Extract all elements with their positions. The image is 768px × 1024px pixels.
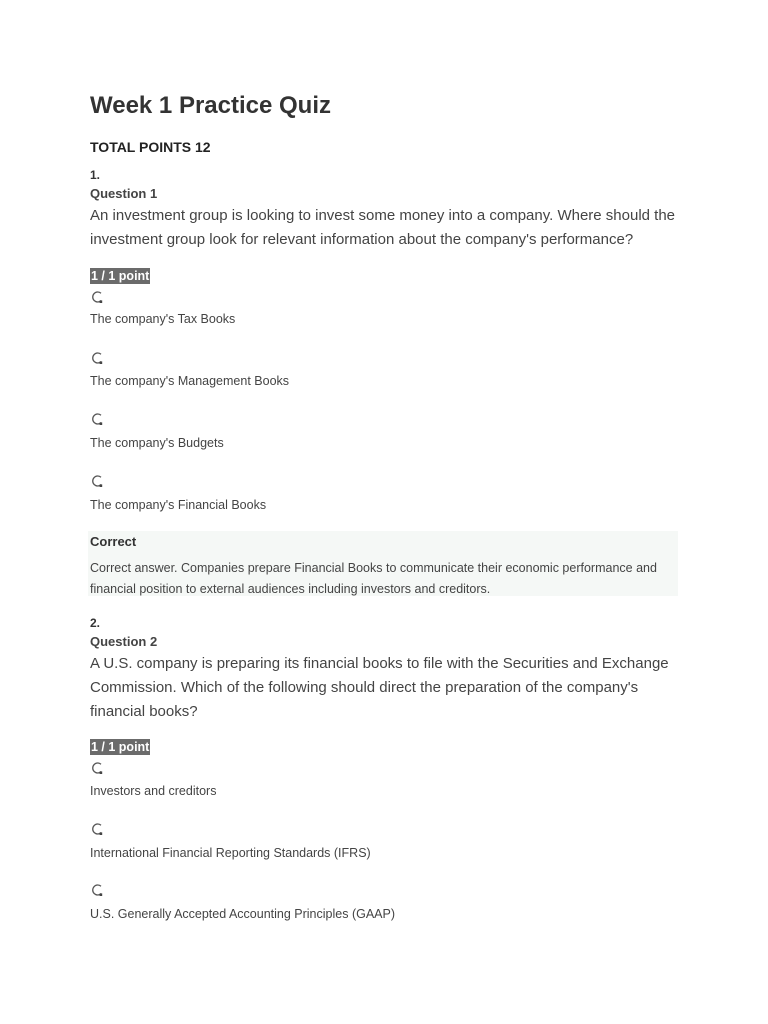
- radio-button-icon[interactable]: [90, 822, 104, 836]
- radio-button-icon[interactable]: [90, 883, 104, 897]
- radio-button-icon[interactable]: [90, 474, 104, 488]
- feedback-text: Correct answer. Companies prepare Financial Books to communicate their economic performance and financial position to external audiences including investors and creditors.: [90, 561, 657, 596]
- page-title: Week 1 Practice Quiz: [90, 92, 332, 119]
- question-2-label: Question 2: [90, 634, 158, 649]
- question-1-option-1[interactable]: The company's Tax Books: [90, 312, 236, 326]
- question-2-option-2[interactable]: International Financial Reporting Standards (IFRS): [90, 846, 371, 860]
- question-1-text: An investment group is looking to invest some money into a company. Where should the investment group look for relevant information about the company's performance?: [90, 207, 676, 248]
- total-points: TOTAL POINTS 12: [90, 139, 211, 155]
- question-1-option-4[interactable]: The company's Financial Books: [90, 498, 267, 512]
- radio-button-icon[interactable]: [90, 761, 104, 775]
- question-1-option-2[interactable]: The company's Management Books: [90, 374, 290, 388]
- question-2-number: 2.: [90, 616, 101, 630]
- radio-button-icon[interactable]: [90, 412, 104, 426]
- question-2-option-3[interactable]: U.S. Generally Accepted Accounting Principles (GAAP): [90, 907, 396, 921]
- question-1-label: Question 1: [90, 186, 158, 201]
- feedback-title: Correct: [90, 534, 137, 549]
- radio-button-icon[interactable]: [90, 351, 104, 365]
- question-1-feedback: [88, 531, 678, 596]
- question-1-number: 1.: [90, 168, 101, 182]
- question-1-points-badge: 1 / 1 point: [91, 269, 150, 283]
- question-2-points-badge: 1 / 1 point: [91, 740, 150, 754]
- question-2-text: A U.S. company is preparing its financial books to file with the Securities and Exchange Commission. Which of the following should direct the preparation of the company's financial books?: [90, 655, 669, 720]
- question-1-option-3[interactable]: The company's Budgets: [90, 436, 224, 450]
- question-2-option-1[interactable]: Investors and creditors: [90, 784, 217, 798]
- radio-button-icon[interactable]: [90, 290, 104, 304]
